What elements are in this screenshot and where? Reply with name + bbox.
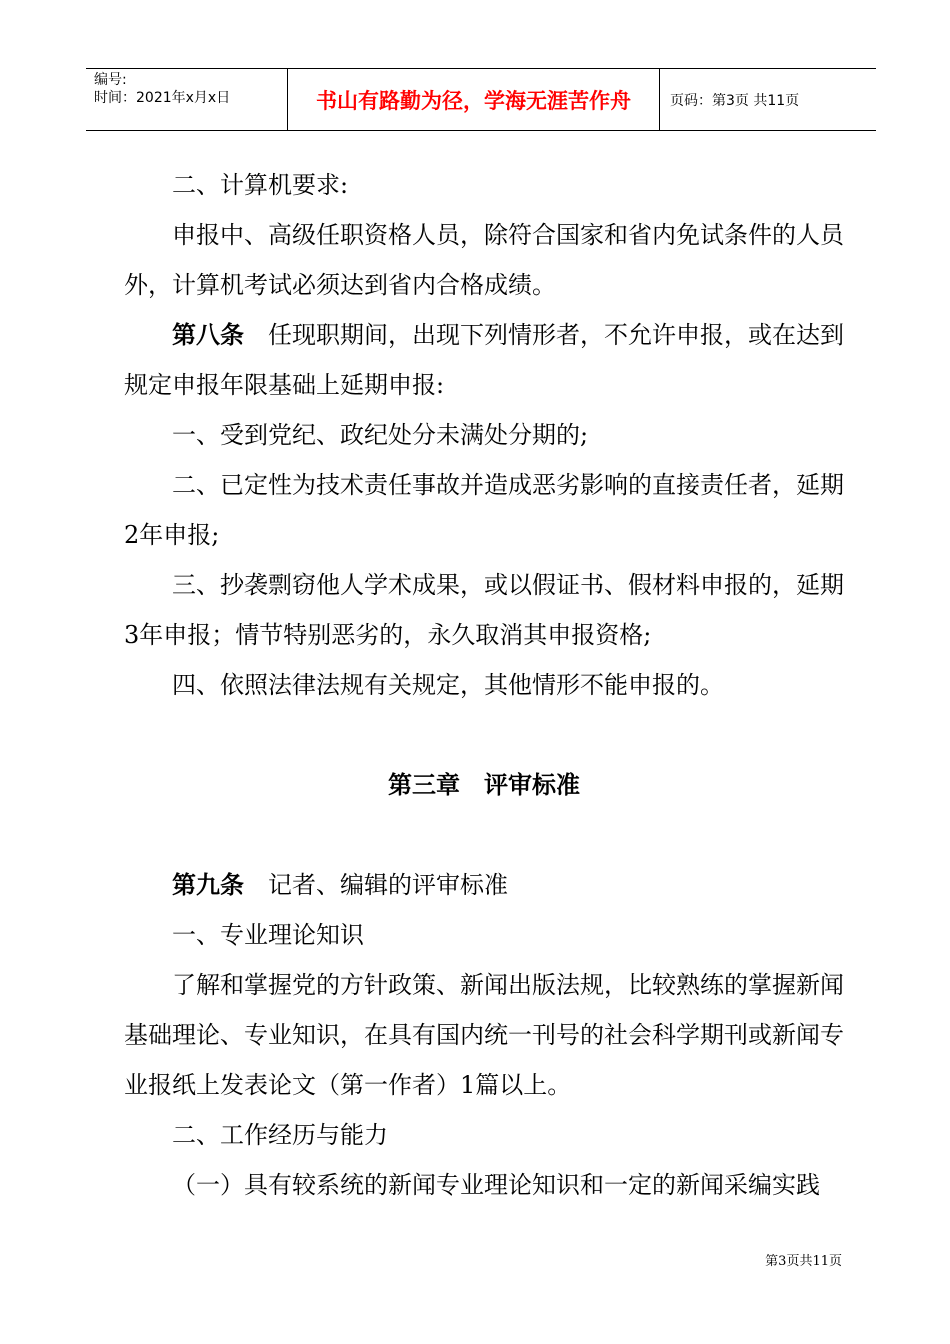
article-8 [124, 310, 844, 410]
paragraph: （一）具有较系统的新闻专业理论知识和一定的新闻采编实践 [172, 1171, 820, 1199]
paragraph: 一、受到党纪、政纪处分未满处分期的; [172, 421, 589, 449]
header-meta [86, 69, 288, 130]
paragraph: 申报中、高级任职资格人员，除符合国家和省内免试条件的人员外，计算机考试必须达到省内合格成绩。 [124, 221, 844, 299]
header-motto: 书山有路勤为径，学海无涯苦作舟 [288, 69, 660, 130]
number-label: 编号: [94, 72, 127, 88]
chapter-heading: 第三章 评审标准 [388, 771, 580, 799]
article-9-text: 记者、编辑的评审标准 [244, 871, 508, 899]
document-body [124, 160, 844, 1210]
header-page-info: 页码：第3页 共11页 [670, 92, 800, 109]
paragraph: 二、已定性为技术责任事故并造成恶劣影响的直接责任者，延期2年申报; [124, 471, 844, 549]
page-footer: 第3页共11页 [765, 1254, 842, 1269]
paragraph: 三、抄袭剽窃他人学术成果，或以假证书、假材料申报的，延期3年申报；情节特别恶劣的，永久取消其申报资格; [124, 571, 844, 649]
article-8-title: 第八条 [172, 321, 244, 349]
paragraph: 一、专业理论知识 [172, 921, 364, 949]
paragraph: 二、工作经历与能力 [172, 1121, 388, 1149]
article-9-title: 第九条 [172, 871, 244, 899]
article-9 [124, 860, 844, 910]
paragraph: 了解和掌握党的方针政策、新闻出版法规，比较熟练的掌握新闻基础理论、专业知识，在具有国内统一刊号的社会科学期刊或新闻专业报纸上发表论文（第一作者）1篇以上。 [124, 971, 844, 1099]
paragraph: 二、计算机要求: [172, 171, 349, 199]
paragraph: 四、依照法律法规有关规定，其他情形不能申报的。 [172, 671, 724, 699]
article-8-text: 任现职期间，出现下列情形者，不允许申报，或在达到规定申报年限基础上延期申报: [124, 321, 844, 399]
time-label: 时间：2021年x月x日 [94, 90, 231, 106]
document-header [86, 68, 876, 131]
